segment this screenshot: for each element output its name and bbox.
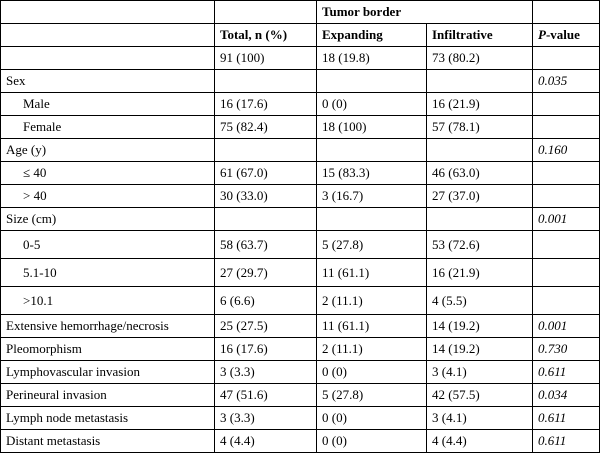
- row-total: 61 (67.0): [215, 162, 317, 185]
- row-infiltrative: 3 (4.1): [427, 407, 533, 430]
- table-row: [1, 185, 600, 208]
- row-label: Lymphovascular invasion: [1, 361, 215, 384]
- row-p-value: 0.035: [533, 70, 600, 93]
- row-p-value: [533, 185, 600, 208]
- row-label: Sex: [1, 70, 215, 93]
- table-row: [1, 430, 600, 453]
- row-infiltrative: [427, 208, 533, 231]
- header-empty-cell: [1, 1, 215, 24]
- row-expanding: 0 (0): [317, 430, 427, 453]
- row-label: Perineural invasion: [1, 384, 215, 407]
- header-row-group: [1, 1, 600, 24]
- row-p-value: 0.001: [533, 208, 600, 231]
- totals-expanding-cell: 18 (19.8): [317, 47, 427, 70]
- row-infiltrative: 16 (21.9): [427, 93, 533, 116]
- row-total: 27 (29.7): [215, 259, 317, 287]
- row-expanding: 5 (27.8): [317, 384, 427, 407]
- row-total: 30 (33.0): [215, 185, 317, 208]
- table-row: [1, 208, 600, 231]
- row-total: 75 (82.4): [215, 116, 317, 139]
- row-p-value: [533, 287, 600, 315]
- row-total: 25 (27.5): [215, 315, 317, 338]
- table-row: [1, 338, 600, 361]
- row-expanding: 0 (0): [317, 407, 427, 430]
- infiltrative-column-header: Infiltrative: [427, 24, 533, 47]
- row-infiltrative: 14 (19.2): [427, 338, 533, 361]
- row-total: 16 (17.6): [215, 93, 317, 116]
- header-empty-cell: [215, 1, 317, 24]
- row-infiltrative: [427, 139, 533, 162]
- row-expanding: 3 (16.7): [317, 185, 427, 208]
- expanding-column-header: Expanding: [317, 24, 427, 47]
- row-label: > 40: [1, 185, 215, 208]
- p-value-column-header: [533, 24, 600, 47]
- row-infiltrative: 14 (19.2): [427, 315, 533, 338]
- row-label: Female: [1, 116, 215, 139]
- row-label: Extensive hemorrhage/necrosis: [1, 315, 215, 338]
- row-label: Size (cm): [1, 208, 215, 231]
- row-p-value: 0.730: [533, 338, 600, 361]
- totals-p-cell: [533, 47, 600, 70]
- row-label: Distant metastasis: [1, 430, 215, 453]
- row-label: Male: [1, 93, 215, 116]
- totals-row: [1, 47, 600, 70]
- row-p-value: [533, 116, 600, 139]
- row-p-value: [533, 93, 600, 116]
- row-p-value: [533, 259, 600, 287]
- row-expanding: 0 (0): [317, 93, 427, 116]
- row-expanding: 11 (61.1): [317, 315, 427, 338]
- totals-total-cell: 91 (100): [215, 47, 317, 70]
- row-expanding: 15 (83.3): [317, 162, 427, 185]
- row-p-value: 0.611: [533, 361, 600, 384]
- totals-label-cell: [1, 47, 215, 70]
- row-expanding: [317, 139, 427, 162]
- row-infiltrative: 3 (4.1): [427, 361, 533, 384]
- row-label: >10.1: [1, 287, 215, 315]
- header-row-columns: [1, 24, 600, 47]
- row-total: 16 (17.6): [215, 338, 317, 361]
- row-expanding: 2 (11.1): [317, 338, 427, 361]
- row-expanding: [317, 70, 427, 93]
- header-empty-cell: [533, 1, 600, 24]
- totals-infiltrative-cell: 73 (80.2): [427, 47, 533, 70]
- tumor-border-header: Tumor border: [317, 1, 533, 24]
- row-p-value: 0.034: [533, 384, 600, 407]
- row-expanding: 18 (100): [317, 116, 427, 139]
- table-row: [1, 384, 600, 407]
- table-row: [1, 407, 600, 430]
- row-expanding: 0 (0): [317, 361, 427, 384]
- row-infiltrative: 46 (63.0): [427, 162, 533, 185]
- row-p-value: [533, 162, 600, 185]
- row-infiltrative: 53 (72.6): [427, 231, 533, 259]
- total-column-header: Total, n (%): [215, 24, 317, 47]
- header-empty-cell: [1, 24, 215, 47]
- row-infiltrative: 4 (4.4): [427, 430, 533, 453]
- row-infiltrative: 4 (5.5): [427, 287, 533, 315]
- table-row: [1, 231, 600, 259]
- row-infiltrative: 27 (37.0): [427, 185, 533, 208]
- row-p-value: 0.611: [533, 430, 600, 453]
- row-infiltrative: 57 (78.1): [427, 116, 533, 139]
- row-total: 58 (63.7): [215, 231, 317, 259]
- table-row: [1, 315, 600, 338]
- row-p-value: [533, 231, 600, 259]
- row-expanding: 11 (61.1): [317, 259, 427, 287]
- row-p-value: 0.001: [533, 315, 600, 338]
- table-body: [1, 70, 600, 453]
- row-infiltrative: [427, 70, 533, 93]
- row-expanding: [317, 208, 427, 231]
- table-row: [1, 116, 600, 139]
- table-row: [1, 361, 600, 384]
- table-row: [1, 287, 600, 315]
- row-total: [215, 70, 317, 93]
- row-total: 3 (3.3): [215, 361, 317, 384]
- table-row: [1, 93, 600, 116]
- table-row: [1, 162, 600, 185]
- row-total: 3 (3.3): [215, 407, 317, 430]
- row-infiltrative: 42 (57.5): [427, 384, 533, 407]
- table-row: [1, 70, 600, 93]
- row-expanding: 5 (27.8): [317, 231, 427, 259]
- row-label: 0-5: [1, 231, 215, 259]
- row-expanding: 2 (11.1): [317, 287, 427, 315]
- row-total: 4 (4.4): [215, 430, 317, 453]
- row-p-value: 0.160: [533, 139, 600, 162]
- row-label: Lymph node metastasis: [1, 407, 215, 430]
- row-total: [215, 208, 317, 231]
- table-row: [1, 259, 600, 287]
- p-suffix: -value: [545, 27, 580, 42]
- row-total: 47 (51.6): [215, 384, 317, 407]
- row-total: 6 (6.6): [215, 287, 317, 315]
- row-p-value: 0.611: [533, 407, 600, 430]
- table-row: [1, 139, 600, 162]
- row-label: ≤ 40: [1, 162, 215, 185]
- row-label: Pleomorphism: [1, 338, 215, 361]
- p-letter: P: [538, 27, 546, 42]
- row-label: Age (y): [1, 139, 215, 162]
- row-infiltrative: 16 (21.9): [427, 259, 533, 287]
- row-total: [215, 139, 317, 162]
- row-label: 5.1-10: [1, 259, 215, 287]
